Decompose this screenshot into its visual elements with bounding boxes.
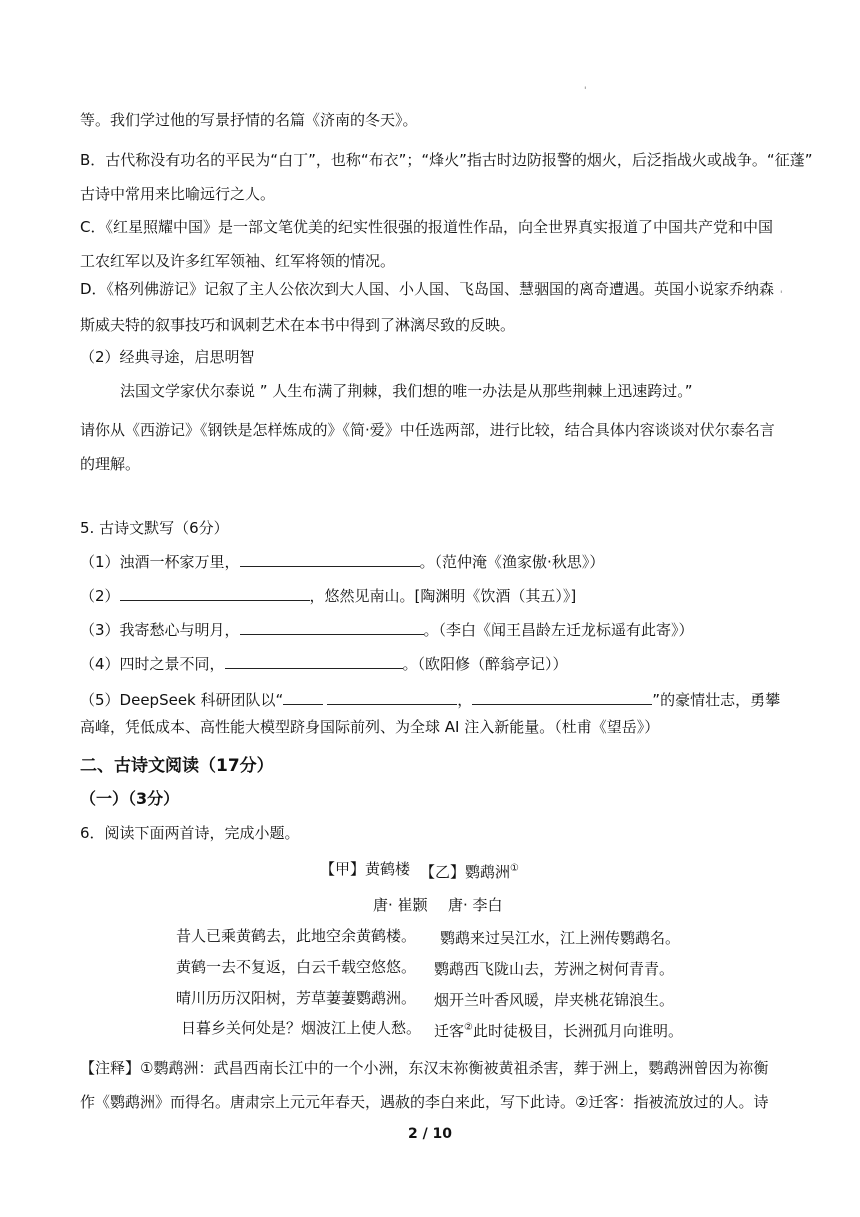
recite-comma: ， [457, 691, 473, 709]
answer-blank[interactable] [120, 586, 310, 601]
recite-source: 。（范仲淹《渔家傲·秋思》） [419, 553, 605, 571]
question-6-title: 6．阅读下面两首诗，完成小题。 [80, 824, 300, 842]
option-c-line2: 工农红军以及许多红军领袖、红军将领的情况。 [80, 252, 396, 270]
poem-jia-title: 【甲】黄鹤楼 [320, 860, 411, 878]
section-title: 二、古诗文阅读（17分） [80, 756, 274, 776]
subquestion-title: （2）经典寻途，启思明智 [80, 348, 255, 366]
option-a-end: 等。我们学过他的写景抒情的名篇《济南的冬天》。 [80, 111, 418, 129]
answer-blank[interactable] [327, 690, 457, 705]
option-b-line2: 古诗中常用来比喻远行之人。 [80, 185, 276, 203]
recite-prompt: （4）四时之景不同， [80, 655, 225, 673]
poem-yi-title: 【乙】鹦鹉洲 [420, 863, 511, 881]
option-d-line2: 斯威夫特的叙事技巧和讽刺艺术在本书中得到了淋漓尽致的反映。 [80, 316, 516, 334]
recite-prompt: （1）浊酒一杯家万里， [80, 553, 240, 571]
recite-line-5 [80, 690, 780, 710]
poem-yi-author: 唐· 李白 [448, 896, 503, 914]
recite-source: 。（欧阳修（醉翁亭记）） [402, 655, 568, 673]
note-line2: 作《鹦鹉洲》而得名。唐肃宗上元元年春天，遇赦的李白来此，写下此诗。②迁客：指被流放过的人。诗 [80, 1093, 769, 1111]
recite-prompt: （5）DeepSeek 科研团队以“ [80, 691, 284, 709]
recite-tail: ”的豪情壮志，勇攀 [652, 691, 781, 709]
poem-yi-title-wrap [420, 859, 519, 882]
poem-yi-line: 烟开兰叶香风暖，岸夹桃花锦浪生。 [434, 991, 675, 1009]
subsection-title: （一）（3分） [80, 789, 180, 808]
poem-jia-line: 黄鹤一去不复返，白云千载空悠悠。 [176, 958, 417, 976]
poem-jia-line: 日暮乡关何处是？烟波江上使人愁。 [181, 1019, 422, 1037]
task-line2: 的理解。 [80, 455, 141, 473]
footnote-mark: ① [510, 863, 519, 874]
answer-blank[interactable] [283, 690, 323, 705]
footnote-mark: ② [464, 1022, 473, 1033]
recite-line-1 [80, 552, 604, 572]
note-line1: 【注释】①鹦鹉洲：武昌西南长江中的一个小洲，东汉末祢衡被黄祖杀害，葬于洲上，鹦鹉洲曾因为祢衡 [80, 1059, 769, 1077]
poem-jia-author: 唐· 崔颢 [373, 896, 428, 914]
poem-yi-line-4 [434, 1018, 683, 1041]
poem-yi-line-rest: 此时徒极目，长洲孤月向谁明。 [472, 1022, 683, 1040]
page-number: 2 / 10 [407, 1126, 453, 1142]
option-c-line1: C．《红星照耀中国》是一部文笔优美的纪实性很强的报道性作品，向全世界真实报道了中国共产党和中国 [80, 218, 773, 236]
recite-line-4 [80, 654, 568, 674]
recite-prompt: （2） [80, 587, 120, 605]
recite-source: ，悠然见南山。[陶渊明《饮酒（其五）》] [309, 587, 577, 605]
poem-jia-line: 昔人已乘黄鹤去，此地空余黄鹤楼。 [176, 927, 417, 945]
poem-yi-line-prefix: 迁客 [434, 1022, 465, 1040]
poem-yi-line: 鹦鹉西飞陇山去，芳洲之树何青青。 [434, 960, 675, 978]
poem-yi-line: 鹦鹉来过吴江水，江上洲传鹦鹉名。 [440, 929, 681, 947]
recite-line-5-cont: 高峰，凭低成本、高性能大模型跻身国际前列、为全球 AI 注入新能量。（杜甫《望岳》） [80, 718, 660, 736]
recite-prompt: （3）我寄愁心与明月， [80, 621, 240, 639]
task-line1: 请你从《西游记》《钢铁是怎样炼成的》《简·爱》中任选两部，进行比较，结合具体内容谈谈对伏尔泰名言 [80, 421, 775, 439]
poem-jia-line: 晴川历历汉阳树，芳草萋萋鹦鹉洲。 [176, 989, 417, 1007]
recite-line-2 [80, 586, 576, 606]
scan-mark: ' [584, 86, 587, 96]
answer-blank[interactable] [472, 690, 652, 705]
voltaire-quote: 法国文学家伏尔泰说 ” 人生布满了荆棘，我们想的唯一办法是从那些荆棘上迅速跨过。” [120, 382, 693, 400]
answer-blank[interactable] [225, 654, 403, 669]
answer-blank[interactable] [240, 552, 420, 567]
question-5-title: 5. 古诗文默写（6分） [80, 519, 229, 537]
option-d-line1: D．《格列佛游记》记叙了主人公依次到大人国、小人国、飞岛国、慧骃国的离奇遭遇。英国小说家乔纳森 [80, 280, 775, 298]
answer-blank[interactable] [240, 620, 424, 635]
recite-line-3 [80, 620, 694, 640]
scan-mark: ' [780, 290, 783, 300]
recite-source: 。（李白《闻王昌龄左迁龙标遥有此寄》） [423, 621, 694, 639]
option-b-line1: B．古代称没有功名的平民为“白丁”，也称“布衣”；“烽火”指古时边防报警的烟火，后泛指战火或战争。“征蓬” [80, 151, 813, 169]
